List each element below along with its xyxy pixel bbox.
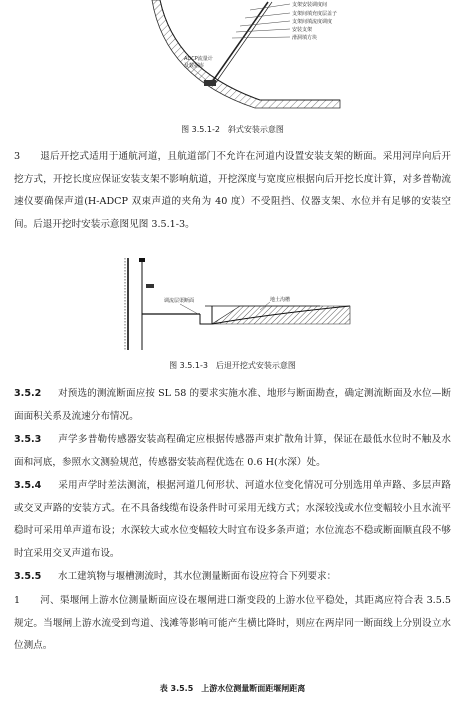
section-3-5-4-text: 采用声学时差法测流，根据河道几何形状、河道水位变化情况可分别选用单声路、多层声路或交叉声路的安装方式。在不具备线缆布设条件时可采用无线方式；水深较浅或水位变幅较小且水流平稳时可采用单声道布设；水深较大或水位变幅较大时宜布设多条声道；水位流态不稳或断面顺直段不够时宜采用交叉声道布设。 — [14, 480, 451, 559]
section-3-5-4-num: 3.5.4 — [14, 480, 42, 491]
section-3-5-2-num: 3.5.2 — [14, 388, 42, 399]
section-3-5-3-text: 声学多普勒传感器安装高程确定应根据传感器声束扩散角计算，保证在最低水位时不触及水面和河底，参照水文测验规范，传感器安装高程优选在 0.6 H(水深）处。 — [14, 434, 451, 468]
section-3-5-3-num: 3.5.3 — [14, 434, 42, 445]
table-title: 表 3.5.5 上游水位测量断面距堰闸距离 — [159, 684, 306, 693]
section-3-5-2 — [14, 383, 451, 428]
fig1-label-4: 安装支架 — [292, 27, 313, 33]
paragraph-3-text: 退后开挖式适用于通航河道，且航道部门不允许在河道内设置安装支架的断面。采用河岸向后开挖方式，开挖长度应保证安装支架不影响航道，开挖深度与宽度应根据向后开挖长度计算，对多普勒流速仪要确保声道(H-ADCP 双束声道的夹角为 40 度）不受阻挡、仪器支架、水位并有足够的安装空间。后退开挖时安装示意图见图 3.5.1-3。 — [14, 151, 451, 230]
item-1 — [14, 590, 451, 658]
fig1-label-2: 支架间填充度层盖子 — [292, 11, 338, 17]
item-1-text: 河、渠堰闸上游水位测量断面应设在堰闸进口渐变段的上游水位平稳处，其距离应符合表 3.5.5 规定。当堰闸上游水流受到弯道、浅滩等影响可能产生横比降时，则应在两岸同一断面线上分别设立水位测点。 — [14, 595, 451, 651]
section-3-5-5-num: 3.5.5 — [14, 571, 42, 582]
section-3-5-5-text: 水工建筑物与堰槽测流时，其水位测量断面布设应符合下列要求： — [58, 571, 337, 582]
figure-retreat-excavation — [120, 254, 355, 354]
section-3-5-2-text: 对预选的测流断面应按 SL 58 的要求实施水准、地形与断面勘查，确定测流断面及水位—断面面积关系及流速分布情况。 — [14, 388, 451, 422]
fig1-label-1: 支架安装调度间 — [292, 2, 328, 8]
fig1-caption: 图 3.5.1-2 斜式安装示意图 — [181, 125, 284, 134]
section-3-5-4 — [14, 475, 451, 565]
item-1-num: 1 — [14, 595, 21, 606]
fig1-label-3: 支架间填流度调度 — [292, 19, 333, 25]
fig2-caption: 图 3.5.1-3 后退开挖式安装示意图 — [169, 361, 296, 370]
section-3-5-5 — [14, 566, 451, 589]
fig1-label-5: 滑洞填方块 — [292, 35, 318, 41]
paragraph-3 — [14, 146, 451, 236]
adcp-device — [204, 80, 216, 86]
section-3-5-3 — [14, 429, 451, 474]
adcp-label-line1: ADCP流量计 — [184, 56, 213, 62]
fig2-label-a: 调流层渠断面 — [164, 298, 195, 304]
fig2-label-b: 地土沟槽 — [270, 297, 291, 303]
figure-inclined-installation — [150, 0, 350, 118]
paragraph-3-num: 3 — [14, 151, 21, 162]
adcp-label-line2: 及数据库 — [184, 63, 205, 69]
